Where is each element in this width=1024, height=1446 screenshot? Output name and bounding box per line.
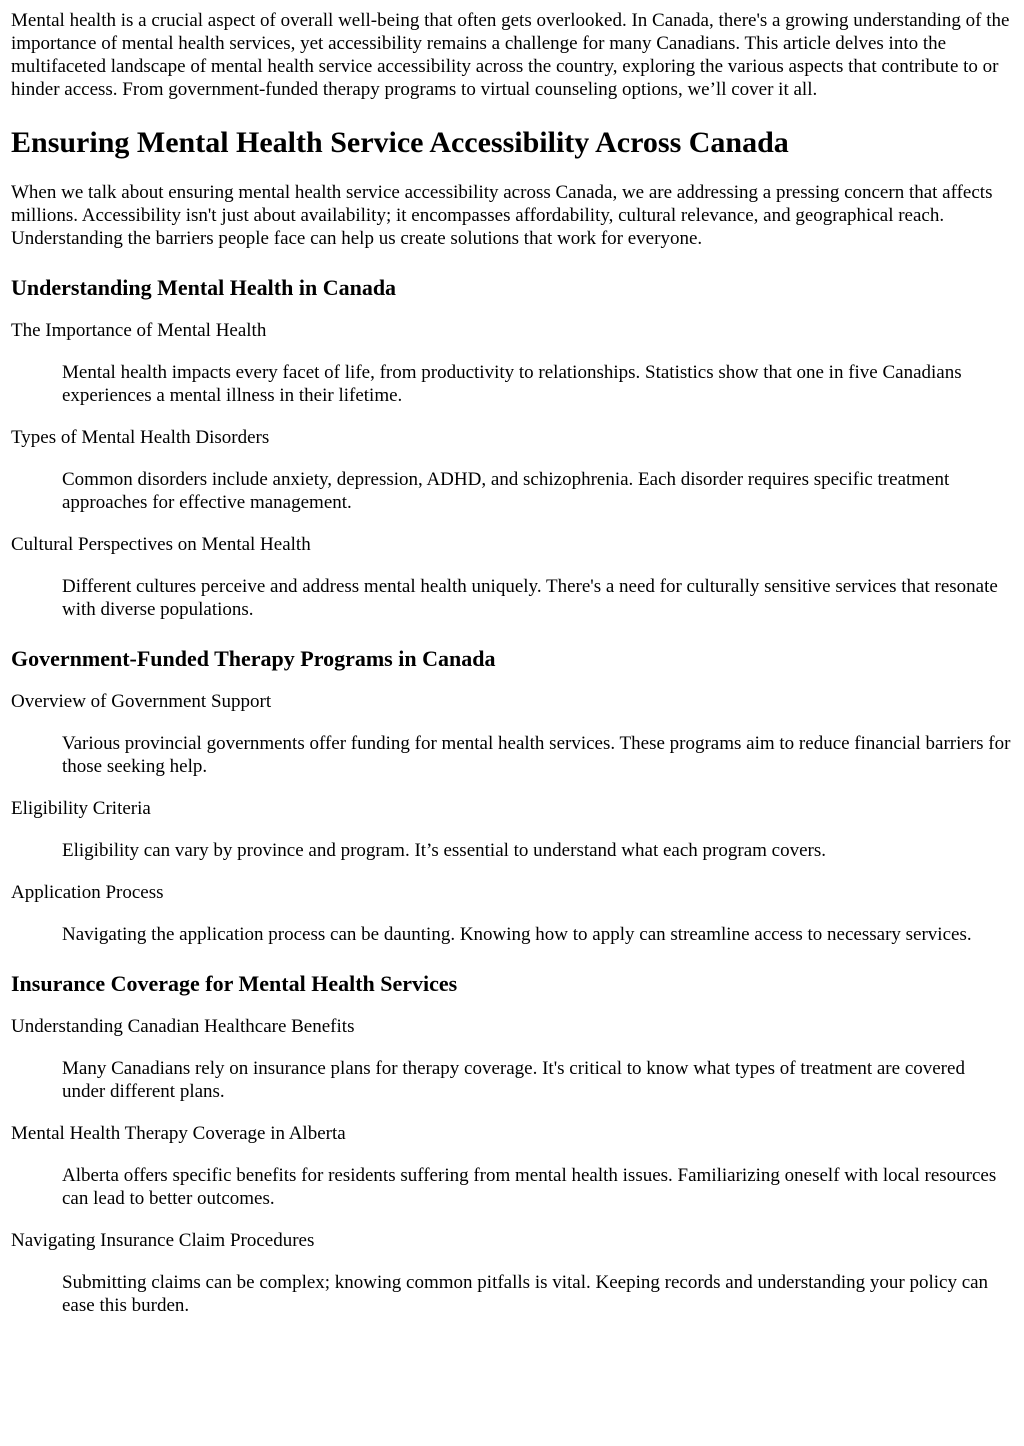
section-list-government-programs [11,690,1012,946]
definition: Many Canadians rely on insurance plans for therapy coverage. It's critical to know what types of treatment are covered under different plans. [62,1058,965,1102]
intro-paragraph: Mental health is a crucial aspect of overall well-being that often gets overlooked. In Canada, there's a growing understanding of the importance of mental health services, yet accessibility remains a challenge for many Canadians. This article delves into the multifaceted landscape of mental health service accessibility across the country, exploring the various aspects that contribute to or hinder access. From government-funded therapy programs to virtual counseling options, we’ll cover it all. [11,10,1010,100]
term: Application Process [11,882,164,903]
main-paragraph: When we talk about ensuring mental health service accessibility across Canada, we are addressing a pressing concern that affects millions. Accessibility isn't just about availability; it encompasses affordability, cultural relevance, and geographical reach. Understanding the barriers people face can help us create solutions that work for everyone. [11,182,993,249]
definition: Different cultures perceive and address mental health uniquely. There's a need for culturally sensitive services that resonate with diverse populations. [62,576,998,620]
definition: Common disorders include anxiety, depression, ADHD, and schizophrenia. Each disorder requires specific treatment approaches for effective management. [62,469,950,513]
definition: Navigating the application process can be daunting. Knowing how to apply can streamline access to necessary services. [62,924,972,945]
section-list-insurance [11,1015,1012,1317]
term: Overview of Government Support [11,691,272,712]
section-heading-government-programs: Government-Funded Therapy Programs in Canada [11,646,496,671]
definition: Mental health impacts every facet of life, from productivity to relationships. Statistics show that one in five Canadians experiences a mental illness in their lifetime. [62,362,962,406]
definition: Submitting claims can be complex; knowing common pitfalls is vital. Keeping records and understanding your policy can ease this burden. [62,1272,989,1316]
definition: Eligibility can vary by province and program. It’s essential to understand what each program covers. [62,840,826,861]
term: Mental Health Therapy Coverage in Alberta [11,1123,346,1144]
main-title: Ensuring Mental Health Service Accessibility Across Canada [11,126,789,159]
section-list-understanding [11,319,1012,621]
term: The Importance of Mental Health [11,320,267,341]
term: Eligibility Criteria [11,798,151,819]
definition: Various provincial governments offer funding for mental health services. These programs aim to reduce financial barriers for those seeking help. [62,733,1011,777]
term: Types of Mental Health Disorders [11,427,270,448]
term: Navigating Insurance Claim Procedures [11,1230,315,1251]
section-heading-insurance: Insurance Coverage for Mental Health Services [11,971,458,996]
definition: Alberta offers specific benefits for residents suffering from mental health issues. Familiarizing oneself with local resources can lead to better outcomes. [62,1165,997,1209]
section-heading-understanding: Understanding Mental Health in Canada [11,275,397,300]
term: Cultural Perspectives on Mental Health [11,534,311,555]
term: Understanding Canadian Healthcare Benefits [11,1016,355,1037]
